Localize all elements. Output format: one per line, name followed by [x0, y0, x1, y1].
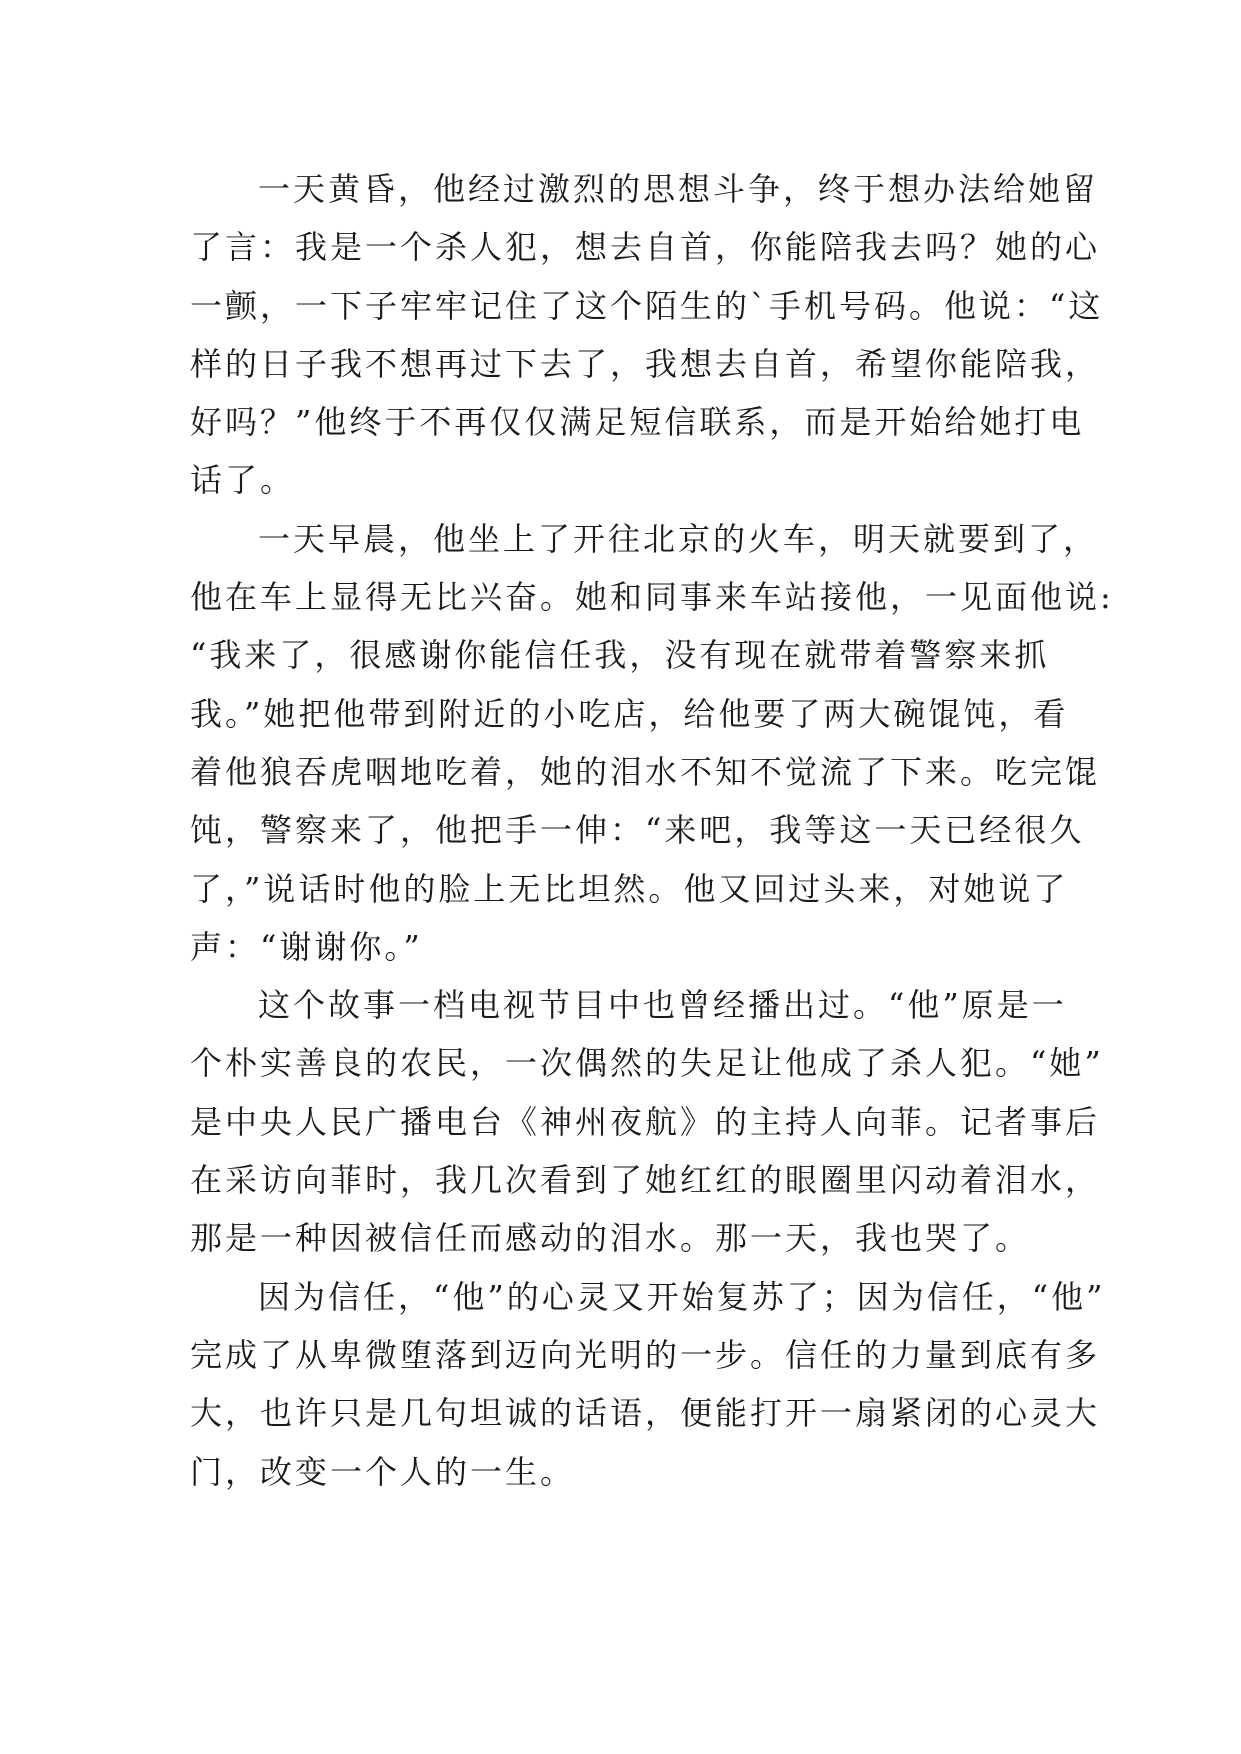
- text-line: 好吗？”他终于不再仅仅满足短信联系，而是开始给她打电: [190, 403, 1085, 442]
- text-line: 我。”她把他带到附近的小吃店，给他要了两大碗馄饨，看: [190, 694, 1069, 733]
- text-line: 因为信任，“他”的心灵又开始复苏了；因为信任，“他”: [258, 1277, 1106, 1316]
- text-line: 饨，警察来了，他把手一伸：“来吧，我等这一天已经很久: [190, 811, 1085, 850]
- text-line: 这个故事一档电视节目中也曾经播出过。“他”原是一: [258, 986, 1067, 1025]
- text-line: 是中央人民广播电台《神州夜航》的主持人向菲。记者事后: [190, 1102, 1101, 1141]
- text-line: 大，也许只是几句坦诚的话语，便能打开一扇紧闭的心灵大: [190, 1394, 1101, 1433]
- text-line: 了言：我是一个杀人犯，想去自首，你能陪我去吗？她的心: [190, 228, 1101, 267]
- text-line: 一天早晨，他坐上了开往北京的火车，明天就要到了，: [258, 519, 1099, 558]
- text-line: 一天黄昏，他经过激烈的思想斗争，终于想办法给她留: [258, 170, 1099, 208]
- text-line: 了，”说话时他的脸上无比坦然。他又回过头来，对她说了: [190, 869, 1069, 908]
- text-line: 门，改变一个人的一生。: [190, 1452, 576, 1491]
- document-body: [190, 160, 1114, 1501]
- text-line: 在采访向菲时，我几次看到了她红红的眼圈里闪动着泪水，: [190, 1161, 1101, 1200]
- text-line: 样的日子我不想再过下去了，我想去自首，希望你能陪我，: [190, 344, 1101, 383]
- text-line: 声：“谢谢你。”: [190, 927, 423, 966]
- text-line: 话了。: [190, 461, 296, 500]
- text-line: “我来了，很感谢你能信任我，没有现在就带着警察来抓: [190, 636, 1050, 675]
- text-line: 一颤，一下子牢牢记住了这个陌生的`手机号码。他说：“这: [190, 286, 1104, 325]
- text-line: 个朴实善良的农民，一次偶然的失足让他成了杀人犯。“她”: [190, 1044, 1104, 1083]
- text-line: 那是一种因被信任而感动的泪水。那一天，我也哭了。: [190, 1219, 1031, 1258]
- text-line: 完成了从卑微堕落到迈向光明的一步。信任的力量到底有多: [190, 1335, 1101, 1374]
- text-line: 着他狼吞虎咽地吃着，她的泪水不知不觉流了下来。吃完馄: [190, 752, 1101, 791]
- text-line: 他在车上显得无比兴奋。她和同事来车站接他，一见面他说:: [190, 578, 1114, 617]
